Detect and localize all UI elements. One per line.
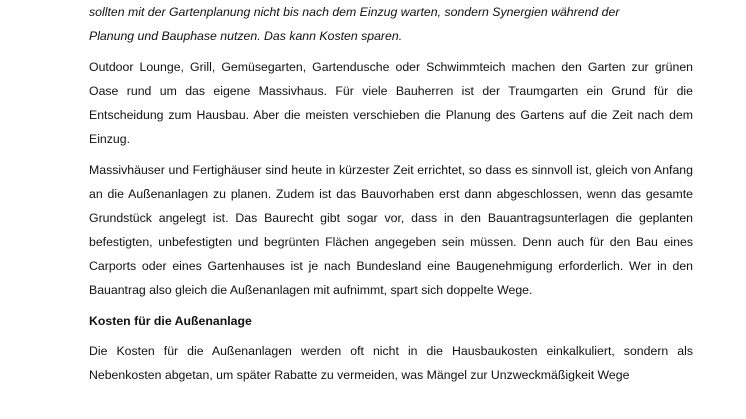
intro-paragraph (89, 0, 693, 48)
intro-line-1: sollten mit der Gartenplanung nicht bis nach dem Einzug warten, sondern Synergien während der (89, 5, 620, 19)
document-page (89, 0, 693, 394)
paragraph-outdoor-planning: Massivhäuser und Fertighäuser sind heute in kürzester Zeit errichtet, so dass es sinnvoll ist, gleich von Anfang an die Außenanlagen zu planen. Zudem ist das Bauvorhaben erst dann abgeschlossen, wenn das gesamte Grundstück angelegt ist. Das Baurecht gibt sogar vor, dass in den Bauantragsunterlagen die geplanten befestigten, unbefestigten und begrünten Flächen angegeben sein müssen. Denn auch für den Bau eines Carports oder eines Gartenhauses ist je nach Bundesland eine Baugenehmigung erforderlich. Wer in den Bauantrag also gleich die Außenanlagen mit aufnimmt, spart sich doppelte Wege. (89, 163, 693, 297)
paragraph-costs: Die Kosten für die Außenanlagen werden oft nicht in die Hausbaukosten einkalkuliert, sondern als Nebenkosten abgetan, um später Rabatte zu vermeiden, was Mängel zur Unzweckmäßigkeit Wege (89, 344, 693, 382)
heading-costs: Kosten für die Außenanlage (89, 314, 252, 328)
paragraph-garden-oasis: Outdoor Lounge, Grill, Gemüsegarten, Gartendusche oder Schwimmteich machen den Garten zur grünen Oase rund um das eigene Massivhaus. Für viele Bauherren ist der Traumgarten ein Grund für die Entscheidung zum Hausbau. Aber die meisten verschieben die Planung des Gartens auf die Zeit nach dem Einzug. (89, 60, 693, 146)
intro-line-2: Planung und Bauphase nutzen. Das kann Kosten sparen. (89, 29, 403, 43)
